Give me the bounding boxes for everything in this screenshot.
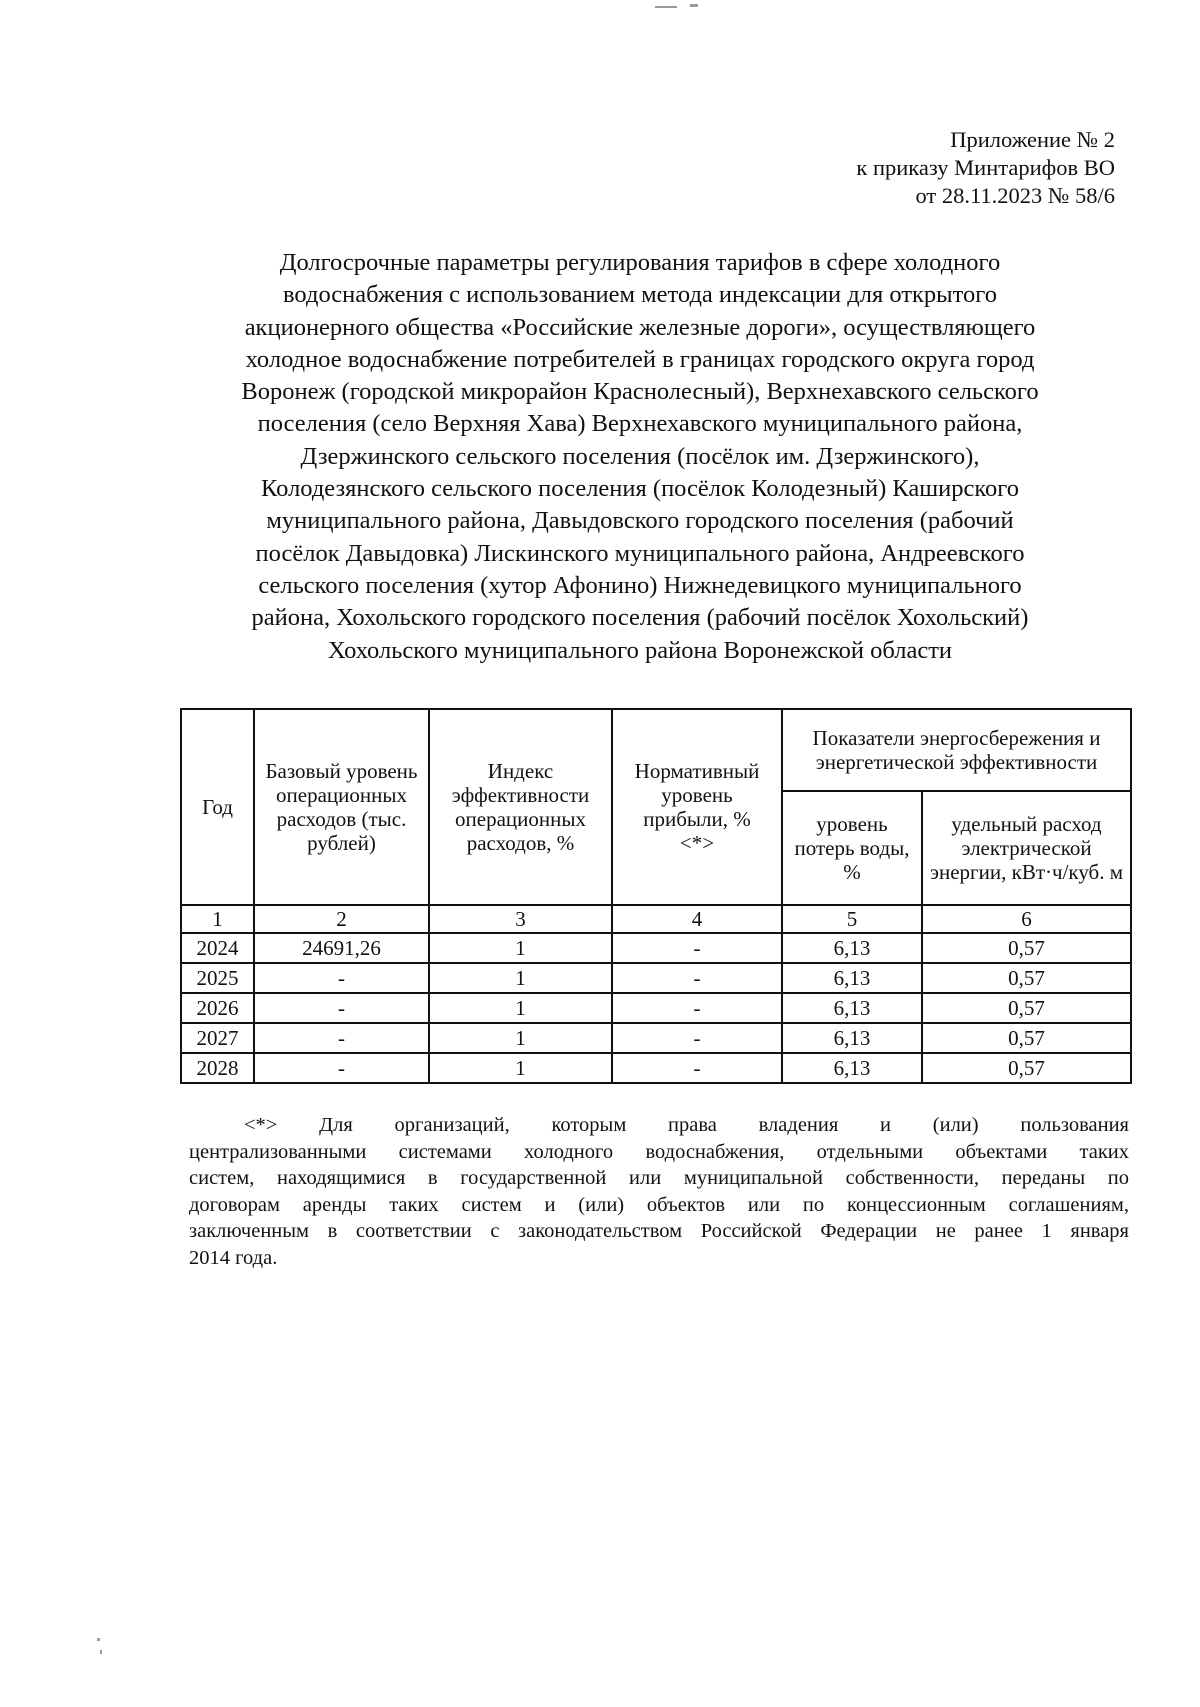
cell-efficiency-index: 1 <box>429 1053 612 1083</box>
title-line: Колодезянского сельского поселения (посёлок Колодезный) Каширского <box>261 475 1019 503</box>
appendix-number: Приложение № 2 <box>950 127 1115 152</box>
title-line: района, Хохольского городского поселения (рабочий посёлок Хохольский) <box>251 604 1029 632</box>
scan-artifact <box>97 1638 100 1641</box>
appendix-reference <box>856 126 1115 210</box>
header-energy-consumption: удельный расход электрической энергии, кВт·ч/куб. м <box>922 791 1131 905</box>
column-number: 4 <box>612 905 782 933</box>
footnote <box>189 1112 1129 1272</box>
title-line: муниципального района, Давыдовского городского поселения (рабочий <box>266 507 1014 535</box>
cell-year: 2027 <box>181 1023 254 1053</box>
table-row <box>181 1053 1131 1083</box>
cell-profit-level: - <box>612 993 782 1023</box>
table-row <box>181 933 1131 963</box>
cell-water-loss: 6,13 <box>782 933 922 963</box>
scan-artifact <box>655 6 677 8</box>
appendix-date: от 28.11.2023 № 58/6 <box>915 183 1115 208</box>
title-line: Воронеж (городской микрорайон Краснолесный), Верхнехавского сельского <box>241 378 1039 406</box>
header-base-level: Базовый уровень операционных расходов (тыс. рублей) <box>254 709 429 905</box>
header-year: Год <box>181 709 254 905</box>
title-line: сельского поселения (хутор Афонино) Нижнедевицкого муниципального <box>258 571 1022 599</box>
cell-base-level: 24691,26 <box>254 933 429 963</box>
title-line: Дзержинского сельского поселения (посёлок им. Дзержинского), <box>300 442 980 470</box>
document-title <box>170 247 1110 667</box>
footnote-line: заключенным в соответствии с законодательством Российской Федерации не ранее 1 января <box>189 1220 1129 1243</box>
footnote-line: 2014 года. <box>189 1246 278 1269</box>
cell-water-loss: 6,13 <box>782 1053 922 1083</box>
footnote-line: <*> Для организаций, которым права владения и (или) пользования <box>244 1114 1129 1136</box>
cell-efficiency-index: 1 <box>429 1023 612 1053</box>
cell-year: 2028 <box>181 1053 254 1083</box>
title-line: Хохольского муниципального района Воронежской области <box>327 636 953 664</box>
column-number: 3 <box>429 905 612 933</box>
cell-efficiency-index: 1 <box>429 963 612 993</box>
cell-base-level: - <box>254 1053 429 1083</box>
header-efficiency-index: Индекс эффективности операционных расходов, % <box>429 709 612 905</box>
table-row <box>181 963 1131 993</box>
header-energy-group: Показатели энергосбережения и энергетической эффективности <box>782 709 1131 791</box>
column-number: 5 <box>782 905 922 933</box>
column-number: 2 <box>254 905 429 933</box>
cell-energy-consumption: 0,57 <box>922 1053 1131 1083</box>
header-water-loss: уровень потерь воды, % <box>782 791 922 905</box>
scan-artifact <box>100 1650 102 1654</box>
table-row <box>181 1023 1131 1053</box>
cell-base-level: - <box>254 963 429 993</box>
header-profit-level-mark: <*> <box>679 831 715 855</box>
cell-efficiency-index: 1 <box>429 933 612 963</box>
cell-profit-level: - <box>612 1023 782 1053</box>
cell-profit-level: - <box>612 1053 782 1083</box>
appendix-order: к приказу Минтарифов ВО <box>856 155 1115 180</box>
cell-water-loss: 6,13 <box>782 1023 922 1053</box>
cell-year: 2024 <box>181 933 254 963</box>
footnote-line: централизованными системами холодного водоснабжения, отдельными объектами таких <box>189 1140 1129 1163</box>
cell-water-loss: 6,13 <box>782 963 922 993</box>
title-line: поселения (село Верхняя Хава) Верхнехавского муниципального района, <box>257 410 1023 438</box>
table-header-row <box>181 709 1131 791</box>
cell-base-level: - <box>254 993 429 1023</box>
cell-year: 2026 <box>181 993 254 1023</box>
column-number: 6 <box>922 905 1131 933</box>
title-line: холодное водоснабжение потребителей в границах городского округа город <box>245 345 1035 373</box>
cell-profit-level: - <box>612 933 782 963</box>
cell-base-level: - <box>254 1023 429 1053</box>
scan-artifact <box>690 4 698 7</box>
header-profit-level-label: Нормативный уровень прибыли, % <box>634 759 760 831</box>
cell-energy-consumption: 0,57 <box>922 993 1131 1023</box>
cell-profit-level: - <box>612 963 782 993</box>
table-row <box>181 993 1131 1023</box>
title-line: посёлок Давыдовка) Лискинского муниципального района, Андреевского <box>255 539 1025 567</box>
cell-energy-consumption: 0,57 <box>922 1023 1131 1053</box>
table-column-numbers-row <box>181 905 1131 933</box>
cell-energy-consumption: 0,57 <box>922 933 1131 963</box>
cell-water-loss: 6,13 <box>782 993 922 1023</box>
title-line: Долгосрочные параметры регулирования тарифов в сфере холодного <box>279 249 1001 276</box>
title-line: водоснабжения с использованием метода индексации для открытого <box>283 281 997 309</box>
parameters-table <box>180 708 1132 1084</box>
cell-efficiency-index: 1 <box>429 993 612 1023</box>
cell-year: 2025 <box>181 963 254 993</box>
footnote-line: договорам аренды таких систем и (или) объектов или по концессионным соглашениям, <box>189 1193 1129 1216</box>
cell-energy-consumption: 0,57 <box>922 963 1131 993</box>
header-profit-level <box>612 709 782 905</box>
title-line: акционерного общества «Российские железные дороги», осуществляющего <box>244 313 1036 341</box>
footnote-line: систем, находящимися в государственной или муниципальной собственности, переданы по <box>189 1167 1129 1190</box>
column-number: 1 <box>181 905 254 933</box>
